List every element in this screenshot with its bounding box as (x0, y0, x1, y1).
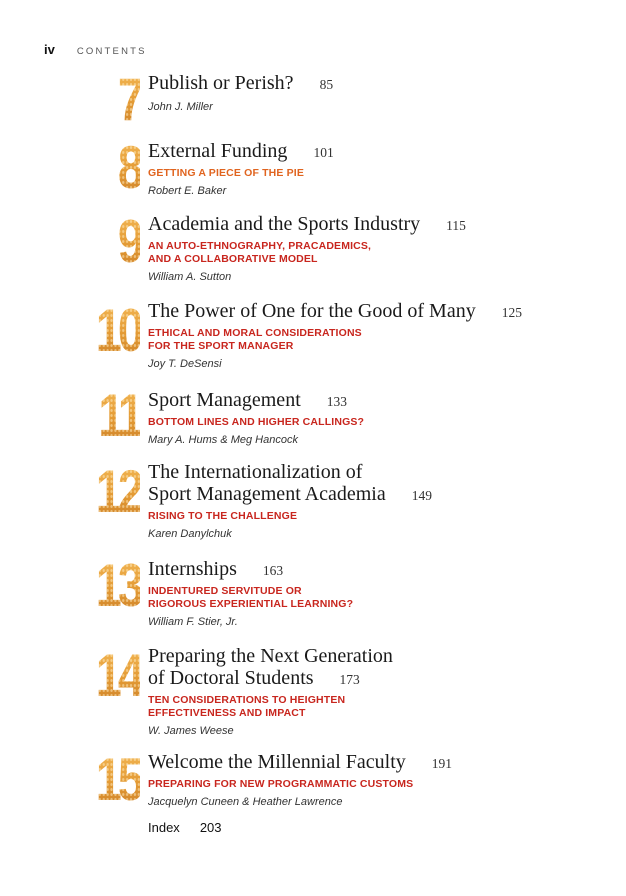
section-label: CONTENTS (76, 46, 147, 57)
chapter-content (148, 389, 588, 446)
chapter-title-text: Publish or Perish? (148, 72, 294, 94)
chapter-numeral: 14 (90, 648, 140, 704)
chapter-title-text: The Power of One for the Good of Many (148, 300, 476, 322)
chapter-page-number: 101 (313, 145, 334, 160)
chapter-subtitle-line: GETTING A PIECE OF THE PIE (148, 167, 304, 179)
chapter-author: Jacquelyn Cuneen & Heather Lawrence (148, 796, 343, 808)
chapter-subtitle (148, 416, 588, 429)
chapter-content (148, 461, 588, 540)
chapter-numeral: 7 (90, 72, 140, 128)
chapter-page-number: 133 (326, 394, 347, 409)
chapter-subtitle-line: TEN CONSIDERATIONS TO HEIGHTEN (148, 694, 346, 706)
chapter-subtitle-line: ETHICAL AND MORAL CONSIDERATIONS (148, 327, 362, 339)
chapter-numeral: 9 (90, 214, 140, 270)
chapter-subtitle (148, 694, 588, 720)
page-number: iv (44, 42, 55, 57)
chapter-subtitle-line: RISING TO THE CHALLENGE (148, 510, 298, 522)
chapter-author: Karen Danylchuk (148, 528, 232, 540)
chapter-author: William F. Stier, Jr. (148, 616, 238, 628)
chapter-subtitle (148, 585, 588, 611)
chapter-title (148, 300, 588, 324)
chapter-numeral: 12 (90, 464, 140, 520)
chapter-subtitle (148, 778, 588, 791)
chapter-subtitle (148, 240, 588, 266)
index-entry[interactable] (148, 820, 222, 835)
chapter-content (148, 300, 588, 370)
chapter-title-text: Internships (148, 558, 237, 580)
chapter-numeral: 15 (90, 752, 140, 808)
index-page: 203 (199, 820, 222, 835)
chapter-title-text: Sport Management (148, 389, 301, 411)
chapter-page-number: 173 (339, 672, 360, 687)
chapter-subtitle-line: PREPARING FOR NEW PROGRAMMATIC CUSTOMS (148, 778, 414, 790)
chapter-content (148, 72, 588, 113)
chapter-subtitle-line: AN AUTO-ETHNOGRAPHY, PRACADEMICS, (148, 240, 372, 252)
chapter-author: W. James Weese (148, 725, 234, 737)
chapter-page-number: 85 (319, 77, 334, 92)
chapter-page-number: 163 (262, 563, 284, 578)
chapter-title (148, 140, 588, 164)
chapter-page-number: 191 (431, 756, 453, 771)
running-header (44, 42, 147, 57)
chapter-title-text: Sport Management Academia (148, 483, 386, 505)
chapter-title (148, 667, 588, 691)
chapter-numeral: 11 (90, 388, 140, 444)
chapter-title-text: The Internationalization of (148, 461, 363, 483)
chapter-numeral: 13 (90, 558, 140, 614)
chapter-subtitle-line: AND A COLLABORATIVE MODEL (148, 253, 318, 265)
chapter-subtitle-line: BOTTOM LINES AND HIGHER CALLINGS? (148, 416, 365, 428)
chapter-author: Mary A. Hums & Meg Hancock (148, 434, 298, 446)
chapter-content (148, 645, 588, 737)
chapter-title-text: Academia and the Sports Industry (148, 213, 421, 235)
chapter-title (148, 558, 588, 582)
chapter-subtitle-line: EFFECTIVENESS AND IMPACT (148, 707, 306, 719)
chapter-title (148, 213, 588, 237)
chapter-subtitle (148, 510, 588, 523)
chapter-subtitle-line: RIGOROUS EXPERIENTIAL LEARNING? (148, 598, 354, 610)
chapter-subtitle (148, 167, 588, 180)
chapter-title-text: of Doctoral Students (148, 667, 314, 689)
chapter-title-text: Welcome the Millennial Faculty (148, 751, 406, 773)
chapter-page-number: 115 (446, 218, 466, 233)
chapter-subtitle (148, 327, 588, 353)
chapter-author: William A. Sutton (148, 271, 232, 283)
chapter-content (148, 140, 588, 197)
chapter-author: Joy T. DeSensi (148, 358, 222, 370)
chapter-content (148, 558, 588, 628)
chapter-numeral: 10 (90, 303, 140, 359)
chapter-author: John J. Miller (148, 101, 213, 113)
chapter-content (148, 751, 588, 808)
chapter-title (148, 645, 588, 667)
chapter-page-number: 125 (501, 305, 522, 320)
chapter-subtitle-line: INDENTURED SERVITUDE OR (148, 585, 302, 597)
chapter-title (148, 461, 588, 483)
chapter-subtitle-line: FOR THE SPORT MANAGER (148, 340, 294, 352)
index-label: Index (148, 820, 180, 835)
chapter-author: Robert E. Baker (148, 185, 227, 197)
chapter-numeral: 8 (90, 140, 140, 196)
chapter-title-text: External Funding (148, 140, 288, 162)
chapter-title (148, 72, 588, 96)
chapter-title (148, 483, 588, 507)
chapter-title (148, 751, 588, 775)
chapter-title-text: Preparing the Next Generation (148, 645, 393, 667)
chapter-page-number: 149 (411, 488, 432, 503)
chapter-title (148, 389, 588, 413)
chapter-content (148, 213, 588, 283)
